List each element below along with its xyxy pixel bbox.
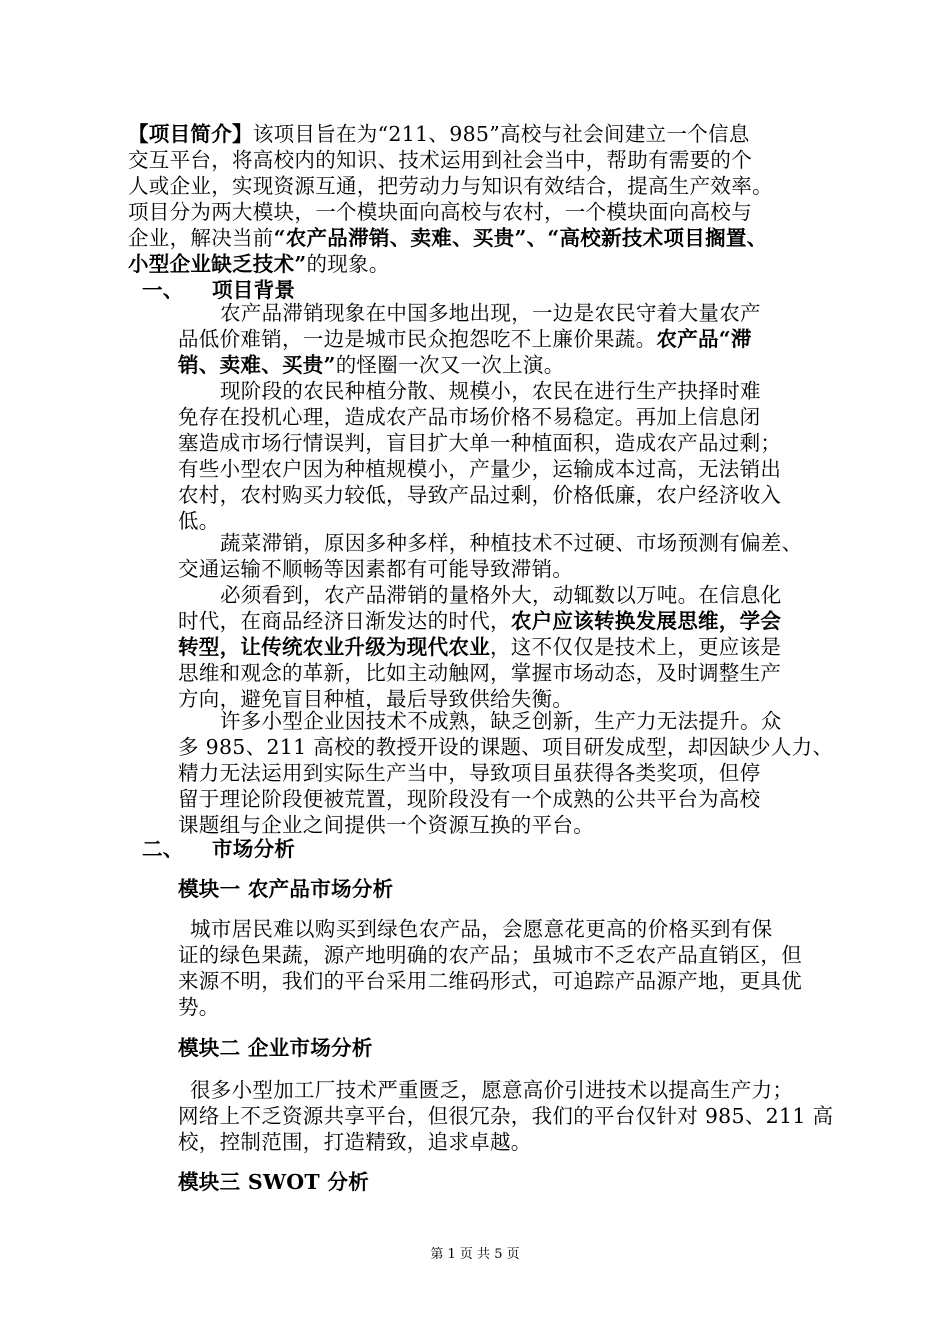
m2-line-3: 校，控制范围，打造精致，追求卓越。 [178, 1130, 532, 1154]
s1-p5-line-3: 精力无法运用到实际生产当中，导致项目虽获得各类奖项，但停 [178, 761, 761, 785]
intro-label: 【项目简介】 [128, 122, 253, 146]
s1-p1-line-3: 销、卖难、买贵”的怪圈一次又一次上演。 [178, 353, 565, 377]
s1-p2-line-4: 有些小型农户因为种植规模小，产量少，运输成本过高，无法销出 [178, 457, 782, 481]
m2-line-1: 很多小型加工厂技术严重匮乏，愿意高价引进技术以提高生产力； [190, 1078, 794, 1102]
module2-title: 模块二 企业市场分析 [178, 1036, 373, 1060]
intro-line-6: 小型企业缺乏技术”的现象。 [128, 252, 390, 276]
section2-number: 二、 [142, 837, 184, 861]
s1-p2-line-2: 免存在投机心理，造成农产品市场价格不易稳定。再加上信息闭 [178, 405, 761, 429]
intro-line-2: 交互平台，将高校内的知识、技术运用到社会当中，帮助有需要的个 [128, 148, 752, 172]
s1-p5-line-2: 多 985、211 高校的教授开设的课题、项目研发成型，却因缺少人力、 [178, 735, 834, 759]
section2-title: 市场分析 [212, 837, 296, 861]
intro-line-5: 企业，解决当前“农产品滞销、卖难、买贵”、“高校新技术项目搁置、 [128, 226, 768, 250]
s1-p2-line-1: 现阶段的农民种植分散、规模小，农民在进行生产抉择时难 [220, 379, 761, 403]
s1-p3-line-1: 蔬菜滞销，原因多种多样，种植技术不过硬、市场预测有偏差、 [220, 531, 803, 555]
s1-p4-line-2: 时代，在商品经济日渐发达的时代，农户应该转换发展思维，学会 [178, 609, 782, 633]
s1-p2-line-3: 塞造成市场行情误判，盲目扩大单一种植面积，造成农产品过剩； [178, 431, 782, 455]
s1-p1-line-1: 农产品滞销现象在中国多地出现，一边是农民守着大量农产 [220, 301, 761, 325]
m1-line-3: 来源不明，我们的平台采用二维码形式，可追踪产品源产地，更具优 [178, 969, 802, 993]
section1-title: 项目背景 [212, 278, 296, 302]
intro-line-1: 【项目简介】该项目旨在为“211、985”高校与社会间建立一个信息 [128, 122, 750, 146]
m1-line-4: 势。 [178, 995, 220, 1019]
section1-number: 一、 [142, 278, 184, 302]
module3-title: 模块三 SWOT 分析 [178, 1170, 370, 1194]
s1-p2-line-6: 低。 [178, 509, 220, 533]
s1-p2-line-5: 农村，农村购买力较低，导致产品过剩，价格低廉，农户经济收入 [178, 483, 782, 507]
s1-p4-line-5: 方向，避免盲目种植，最后导致供给失衡。 [178, 687, 574, 711]
page-footer: 第 1 页 共 5 页 [430, 1247, 520, 1262]
m1-line-1: 城市居民难以购买到绿色农产品，会愿意花更高的价格买到有保 [190, 917, 773, 941]
m2-line-2: 网络上不乏资源共享平台，但很冗杂，我们的平台仅针对 985、211 高 [178, 1104, 834, 1128]
s1-p4-line-4: 思维和观念的革新，比如主动触网，掌握市场动态，及时调整生产 [178, 661, 782, 685]
intro-line-3: 人或企业，实现资源互通，把劳动力与知识有效结合，提高生产效率。 [128, 174, 773, 198]
s1-p4-line-1: 必须看到，农产品滞销的量格外大，动辄数以万吨。在信息化 [220, 583, 782, 607]
intro-line-4: 项目分为两大模块，一个模块面向高校与农村，一个模块面向高校与 [128, 200, 752, 224]
s1-p1-line-2: 品低价难销，一边是城市民众抱怨吃不上廉价果蔬。农产品“滞 [178, 327, 752, 351]
s1-p5-line-1: 许多小型企业因技术不成熟，缺乏创新，生产力无法提升。众 [220, 709, 782, 733]
module1-title: 模块一 农产品市场分析 [178, 877, 394, 901]
s1-p4-line-3: 转型，让传统农业升级为现代农业，这不仅仅是技术上，更应该是 [178, 635, 782, 659]
m1-line-2: 证的绿色果蔬，源产地明确的农产品；虽城市不乏农产品直销区，但 [178, 943, 802, 967]
s1-p3-line-2: 交通运输不顺畅等因素都有可能导致滞销。 [178, 557, 574, 581]
s1-p5-line-5: 课题组与企业之间提供一个资源互换的平台。 [178, 813, 594, 837]
s1-p5-line-4: 留于理论阶段便被荒置，现阶段没有一个成熟的公共平台为高校 [178, 787, 761, 811]
